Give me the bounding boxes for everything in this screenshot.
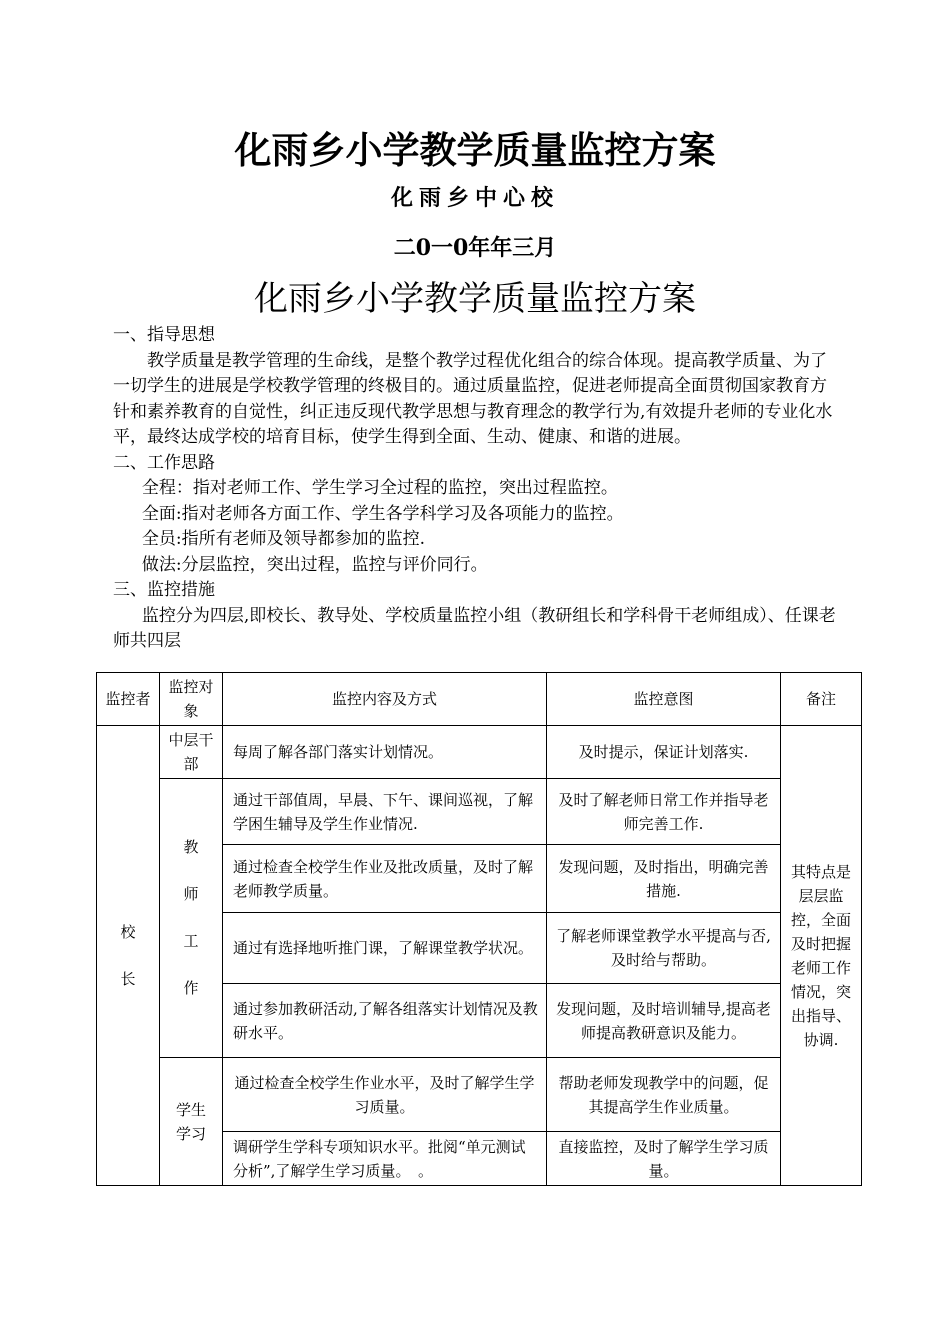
content-cell: 通过检查全校学生作业水平，及时了解学生学习质量。 [223, 1058, 547, 1132]
section-2-heading: 二、工作思路 [113, 452, 215, 473]
table-header-row [97, 673, 862, 726]
purpose-cell: 发现问题，及时指出，明确完善措施. [547, 845, 781, 913]
section-2-line: 做法:分层监控，突出过程，监控与评价同行。 [141, 554, 488, 575]
content-cell: 通过有选择地听推门课，了解课堂教学状况。 [223, 913, 547, 984]
section-1-heading: 一、指导思想 [113, 325, 215, 345]
section-2-line: 全程：指对老师工作、学生学习全过程的监控，突出过程监控。 [141, 478, 618, 498]
purpose-cell: 及时提示，保证计划落实. [547, 726, 781, 779]
purpose-cell: 帮助老师发现教学中的问题，促其提高学生作业质量。 [547, 1058, 781, 1132]
header-cell: 监控者 [97, 673, 160, 726]
header-cell: 备注 [781, 673, 862, 726]
table-row [97, 726, 862, 779]
group-cell-teacher: 教师工作 [160, 779, 223, 1058]
purpose-cell: 发现问题，及时培训辅导,提高老师提高教研意识及能力。 [547, 984, 781, 1058]
document-body [113, 323, 843, 655]
purpose-cell: 直接监控，及时了解学生学习质量。 [547, 1132, 781, 1186]
content-cell: 通过参加教研活动,了解各组落实计划情况及教研水平。 [223, 984, 547, 1058]
main-title: 化雨乡小学教学质量监控方案 [254, 279, 696, 319]
group-cell-student: 学生学习 [160, 1058, 223, 1186]
section-2-line: 全面:指对老师各方面工作、学生各学科学习及各项能力的监控。 [141, 503, 624, 524]
document-title: 化雨乡小学教学质量监控方案 [234, 128, 716, 172]
remark-cell: 其特点是层层监控，全面及时把握老师工作情况，突出指导、协调. [781, 726, 862, 1186]
header-cell: 监控意图 [547, 673, 781, 726]
table-row [97, 779, 862, 845]
content-cell: 每周了解各部门落实计划情况。 [223, 726, 547, 779]
section-3-heading: 三、监控措施 [113, 580, 215, 600]
section-3-paragraph: 监控分为四层,即校长、教导处、学校质量监控小组（教研组长和学科骨干老师组成）、任课老师共四层 [113, 605, 836, 651]
header-cell: 监控内容及方式 [223, 673, 547, 726]
organization-name: 化雨乡中心校 [390, 185, 559, 211]
section-1-paragraph: 教学质量是教学管理的生命线，是整个教学过程优化组合的综合体现。提高教学质量、为了一切学生的进展是学校教学管理的终极目的。通过质量监控，促进老师提高全面贯彻国家教育方针和素养教育的自觉性，纠正违反现代教学思想与教育理念的教学行为,有效提升老师的专业化水平，最终达成学校的培育目标，使学生得到全面、生动、健康、和谐的进展。 [113, 350, 833, 447]
header-cell: 监控对象 [160, 673, 223, 726]
purpose-cell: 及时了解老师日常工作并指导老师完善工作. [547, 779, 781, 845]
purpose-cell: 了解老师课堂教学水平提高与否,及时给与帮助。 [547, 913, 781, 984]
document-date: 二0一0年年三月 [393, 235, 557, 261]
monitoring-table [96, 672, 862, 1186]
content-cell: 通过检查全校学生作业及批改质量，及时了解老师教学质量。 [223, 845, 547, 913]
content-cell: 调研学生学科专项知识水平。批阅“单元测试分析”,了解学生学习质量。 。 [223, 1132, 547, 1186]
group-cell-mid: 中层干部 [160, 726, 223, 779]
content-cell: 通过干部值周，早晨、下午、课间巡视，了解学困生辅导及学生作业情况. [223, 779, 547, 845]
table-row [97, 1058, 862, 1132]
monitor-cell: 校长 [97, 726, 160, 1186]
section-2-line: 全员:指所有老师及领导都参加的监控. [141, 529, 426, 549]
